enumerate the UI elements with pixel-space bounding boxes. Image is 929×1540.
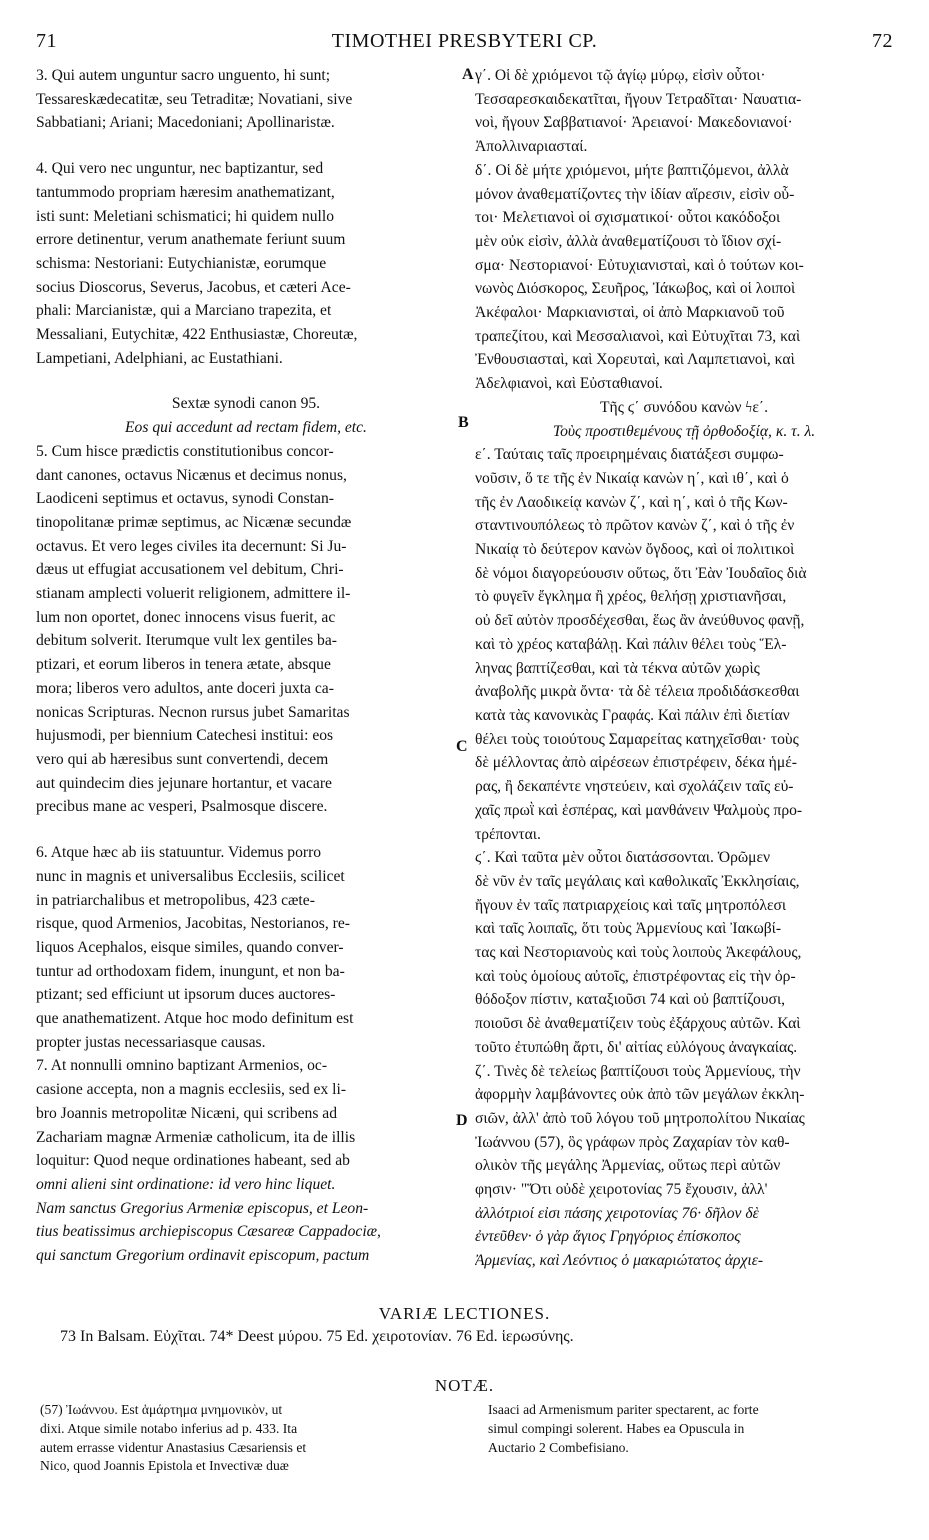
note-text-line: simul compingi solerent. Habes ea Opuscula in (488, 1420, 745, 1436)
margin-marker-d: D (456, 1112, 468, 1129)
latin-text-line: lum non oportet, donec innocens visus fuerit, ac (36, 608, 336, 626)
greek-text-line: οὐ δεῖ αὐτὸν προσδέχεσθαι, ἕως ἂν ἀνεύθυνος φανῇ, (475, 612, 805, 630)
latin-text-line: tius beatissimus archiepiscopus Cæsareæ Cappadociæ, (36, 1223, 381, 1241)
latin-text-line: omni alieni sint ordinatione: id vero hinc liquet. (36, 1175, 336, 1193)
latin-text-line: casione accepta, non a magnis ecclesiis, sed ex li- (36, 1081, 347, 1099)
greek-text-line: μὲν οὐκ εἰσὶν, ἀλλὰ ἀναθεματίζουσι τὸ ἴδιον σχί- (475, 232, 782, 250)
greek-text-line: ϛ΄. Καὶ ταῦτα μὲν οὗτοι διατάσσονται. Ὁρῶμεν (475, 849, 771, 867)
latin-text-line: in patriarchalibus et metropolibus, 423 cæte- (36, 891, 315, 909)
greek-text-line: νοὶ, ἤγουν Σαββατιανοί· Ἀρειανοί· Μακεδονιανοί· (475, 114, 793, 132)
greek-text-line: καὶ τοὺς ὁμοίους αὐτοῖς, ἐπιστρέφοντας εἰς τὴν ὀρ- (475, 967, 796, 985)
greek-text-line: Τοὺς προστιθεμένους τῇ ὀρθοδοξίᾳ, κ. τ. λ. (552, 422, 816, 440)
variae-lectiones-text: 73 In Balsam. Εὐχῖται. 74* Deest μύρου. 75 Ed. χειροτονίαν. 76 Ed. ἱερωσύνης. (60, 1328, 574, 1345)
latin-text-line: liquos Acephalos, eisque similes, quando conver- (36, 938, 344, 956)
latin-text-line: errore detinentur, verum anathemate feriunt suum (36, 231, 346, 249)
latin-text-line: Sextæ synodi canon 95. (171, 395, 321, 413)
latin-text-line: 5. Cum hisce prædictis constitutionibus concor- (36, 442, 334, 460)
latin-text-line: precibus mane ac vesperi, Psalmosque discere. (36, 798, 328, 816)
greek-text-line: μόνον ἀναθεματίζοντες τὴν ἰδίαν αἵρεσιν, εἰσὶν οὗ- (475, 185, 795, 203)
greek-text-line: τοῦτο ἐτυπώθη ἄρτι, δι' αἰτίας εὐλόγους ἀναγκαίας. (475, 1038, 798, 1056)
greek-text-line: Ἰωάννου (57), ὃς γράφων πρὸς Ζαχαρίαν τὸν καθ- (475, 1133, 790, 1151)
greek-text-line: σταντινουπόλεως τὸ πρῶτον κανὼν ζ΄, καὶ ὁ τῆς ἐν (475, 517, 795, 535)
note-text-line: Nico, quod Joannis Epistola et Invectivæ duæ (40, 1458, 289, 1474)
greek-text-line: νοῦσιν, ὅ τε τῆς ἐν Νικαίᾳ κανὼν η΄, καὶ ιθ΄, καὶ ὁ (475, 469, 789, 487)
running-header (36, 30, 893, 58)
latin-text-line: socius Dioscorus, Severus, Jacobus, et cæteri Ace- (36, 278, 351, 296)
greek-text-line: γ΄. Οἱ δὲ χριόμενοι τῷ ἁγίῳ μύρῳ, εἰσὶν οὗτοι· (475, 67, 766, 84)
notae-title: NOTÆ. (434, 1376, 495, 1395)
latin-text-line: ptizant; sed efficiunt ut ipsorum duces auctores- (36, 986, 336, 1004)
latin-text-line: loquitur: Quod neque ordinationes habeant, sed ab (36, 1152, 350, 1170)
variae-lectiones-title: VARIÆ LECTIONES. (378, 1304, 551, 1323)
greek-text-line: ζ΄. Τινὲς δὲ τελείως βαπτίζουσι τοὺς Ἀρμενίους, τὴν (475, 1062, 801, 1080)
greek-text-line: τῆς ἐν Λαοδικείᾳ κανὼν ζ΄, καὶ η΄, καὶ ὁ τῆς Κων- (475, 493, 788, 511)
greek-text-line: σμα· Νεστοριανοί· Εὐτυχιανισταὶ, καὶ ὁ τούτων κοι- (475, 256, 804, 274)
greek-text-line: ε΄. Ταύταις ταῖς προειρημέναις διατάξεσι συμφω- (475, 446, 784, 464)
greek-text-line: ποιοῦσι δὲ ἀναθεματίζειν τοὺς ἐξάρχους αὐτῶν. Καὶ (475, 1015, 801, 1033)
latin-text-line: propter justas necessariasque causas. (36, 1033, 266, 1051)
note-text-line: dixi. Atque simile notabo inferius ad p. 433. Ita (40, 1420, 298, 1436)
margin-marker-b: B (458, 414, 469, 431)
greek-text-line: Ἀρμενίας, καὶ Λεόντιος ὁ μακαριώτατος ἀρχιε- (475, 1252, 764, 1270)
greek-text-line: καὶ τὸ χρέος καταβάλῃ. Καὶ πάλιν θέλει τοὺς Ἕλ- (475, 635, 787, 653)
latin-text-line: 6. Atque hæc ab iis statuuntur. Videmus porro (36, 844, 322, 862)
latin-text-line: qui sanctum Gregorium ordinavit episcopum, pactum (36, 1247, 370, 1265)
latin-text-line: Messaliani, Eutychitæ, 422 Enthusiastæ, Choreutæ, (36, 326, 358, 344)
latin-text-line: 4. Qui vero nec unguntur, nec baptizantur, sed (36, 160, 324, 178)
latin-text-line: Eos qui accedunt ad rectam fidem, etc. (125, 419, 367, 437)
greek-text-line: ρας, ἢ δεκαπέντε νηστεύειν, καὶ σχολάζειν ταῖς εὐ- (475, 778, 794, 796)
greek-text-line: θέλει τοὺς τοιούτους Σαμαρείτας κατηχεῖσθαι· τοὺς (475, 730, 799, 748)
latin-text-line: Lampetiani, Adelphiani, ac Eustathiani. (36, 349, 283, 367)
latin-text-line: vero qui ab hæresibus sunt convertendi, decem (36, 750, 329, 768)
latin-text-line: stianam amplecti voluerit religionem, admittere il- (36, 585, 351, 603)
latin-text-line: hujusmodi, per biennium Catechesi institui: eos (36, 727, 334, 745)
greek-text-line: Ἐνθουσιασταὶ, καὶ Χορευταὶ, καὶ Λαμπετιανοὶ, καὶ (475, 351, 795, 369)
latin-text-line: Nam sanctus Gregorius Armeniæ episcopus, et Leon- (36, 1199, 369, 1217)
greek-text-line: Ἀπολλιναριασταί. (475, 138, 588, 156)
latin-text-line: ptizari, et eorum liberos in tenera ætate, absque (36, 656, 331, 674)
greek-text-line: καὶ ταῖς λοιπαῖς, ὅτι τοὺς Ἀρμενίους καὶ Ἰακωβί- (475, 920, 782, 938)
latin-text-line: Zachariam magnæ Armeniæ catholicum, ita de illis (36, 1128, 356, 1146)
latin-text-line: Sabbatiani; Ariani; Macedoniani; Apollinaristæ. (36, 114, 335, 132)
greek-text-line: Ἀδελφιανοὶ, καὶ Εὐσταθιανοί. (475, 375, 663, 393)
latin-text-line: que anathematizent. Atque hoc modo definitum est (36, 1010, 354, 1028)
latin-text-line: dant canones, octavus Nicænus et decimus nonus, (36, 466, 347, 484)
latin-text-line: dæus ut effugiat accusationem vel debitum, Chri- (36, 561, 344, 579)
greek-text-line: ἀλλότριοί εἰσι πάσης χειροτονίας 76· δῆλον δὲ (475, 1204, 759, 1222)
greek-text-line: τας καὶ Νεστοριανοὺς καὶ τοὺς λοιποὺς Ἀκεφάλους, (475, 944, 802, 962)
latin-text-line: bro Joannis metropolitæ Nicæni, qui scribens ad (36, 1104, 338, 1122)
latin-text-line (36, 135, 456, 157)
greek-text-line: Νικαίᾳ τὸ δεύτερον κανὼν ὄγδοος, καὶ οἱ πολιτικοὶ (475, 541, 795, 559)
latin-text-line: aut quindecim dies jejunare hortantur, et vacare (36, 774, 332, 792)
latin-text-line: risque, quod Armenios, Jacobitas, Nestorianos, re- (36, 915, 350, 933)
greek-text-line: ἤγουν ἐν ταῖς πατριαρχείοις καὶ ταῖς μητροπόλεσι (475, 896, 787, 914)
greek-text-line: κατὰ τὰς κανονικὰς Γραφάς. Καὶ πάλιν ἐπὶ διετίαν (475, 706, 790, 724)
greek-text-line: Τεσσαρεσκαιδεκατῖται, ἤγουν Τετραδῖται· Ναυατια- (475, 90, 802, 108)
latin-text-line: schisma: Nestoriani: Eutychianistæ, eorumque (36, 254, 327, 272)
page-number-left: 71 (36, 30, 57, 52)
latin-text-line: 7. At nonnulli omnino baptizant Armenios, oc- (36, 1057, 328, 1075)
latin-text-line: phali: Marcianistæ, qui a Marciano trapezita, et (36, 302, 332, 320)
note-text-line: autem errasse videntur Anastasius Cæsariensis et (40, 1439, 307, 1455)
greek-text-line: ἀφορμὴν λαμβάνοντες οὐκ ἀπὸ τῶν μεγάλων ἐκκλη- (475, 1086, 805, 1104)
greek-text-line: θόδοξον πίστιν, καταξιοῦσι 74 καὶ οὐ βαπτίζουσι, (475, 991, 786, 1009)
greek-text-line: δὲ νόμοι διαγορεύουσιν οὕτως, ὅτι Ἐὰν Ἰουδαῖος διὰ (475, 564, 807, 582)
greek-text-line: σιῶν, ἀλλ' ἀπὸ τοῦ λόγου τοῦ μητροπολίτου Νικαίας (475, 1109, 805, 1127)
page-number-right: 72 (872, 30, 893, 52)
notes-right-column (488, 1401, 888, 1457)
greek-text-line: νωνὸς Διόσκορος, Σευῆρος, Ἰάκωβος, καὶ οἱ λοιποὶ (475, 280, 796, 298)
margin-marker-c: C (456, 738, 468, 755)
latin-text-line: Tessareskædecatitæ, seu Tetraditæ; Novatiani, sive (36, 90, 353, 108)
greek-text-line: δὲ νῦν ἐν ταῖς μεγάλαις καὶ καθολικαῖς Ἐκκλησίαις, (475, 872, 800, 890)
greek-text-line: ολικὸν τῆς μεγάλης Ἀρμενίας, οὕτως περὶ αὐτῶν (475, 1157, 781, 1175)
note-text-line: Auctario 2 Combefisiano. (488, 1439, 629, 1455)
latin-text-line: nunc in magnis et universalibus Ecclesiis, scilicet (36, 867, 345, 885)
greek-text-line: χαῖς πρωῒ καὶ ἑσπέρας, καὶ μανθάνειν Ψαλμοὺς προ- (475, 801, 803, 819)
latin-text-line: tuntur ad orthodoxam fidem, inungunt, et non ba- (36, 962, 345, 980)
greek-text-line: τὸ φυγεῖν ἔγκλημα ἢ χρέος, θελήσῃ χριστιανῆσαι, (475, 588, 787, 606)
latin-text-line: tinopolitanæ primæ septimus, ac Nicænæ secundæ (36, 513, 352, 531)
latin-text-line (36, 370, 456, 392)
greek-text-line: τραπεζίτου, καὶ Μεσσαλιανοὶ, καὶ Εὐτυχῖται 73, καὶ (475, 327, 801, 345)
latin-column (36, 64, 456, 1268)
latin-text-line: mora; liberos vero adultos, ante doceri juxta ca- (36, 679, 334, 697)
latin-text-line: debitum solverit. Iterumque vult lex gentiles ba- (36, 632, 337, 650)
latin-text-line (36, 819, 456, 841)
greek-column (475, 64, 893, 1273)
greek-text-line: ἀναβολῆς μικρὰ ὄντα· τὰ δὲ τέλεια προδιδάσκεσθαι (475, 683, 800, 701)
running-title: TIMOTHEI PRESBYTERI CP. (331, 30, 598, 52)
latin-text-line: Laodiceni septimus et octavus, synodi Constan- (36, 490, 334, 508)
latin-text-line: 3. Qui autem unguntur sacro unguento, hi sunt; (36, 67, 331, 84)
note-text-line: (57) Ἰωάννου. Est ἁμάρτημα μνημονικὸν, ut (40, 1402, 283, 1417)
greek-text-line: δ΄. Οἱ δὲ μήτε χριόμενοι, μήτε βαπτιζόμενοι, ἀλλὰ (475, 161, 789, 179)
greek-text-line: τρέπονται. (475, 825, 541, 843)
latin-text-line: isti sunt: Meletiani schismatici; hi quidem nullo (36, 207, 334, 225)
notes-left-column (40, 1401, 450, 1476)
latin-text-line: tantummodo propriam hæresim anathematizant, (36, 183, 335, 201)
latin-text-line: nonicas Scripturas. Necnon rursus jubet Samaritas (36, 703, 350, 721)
greek-text-line: τοι· Μελετιανοὶ οἱ σχισματικοί· οὗτοι κακόδοξοι (475, 209, 781, 227)
latin-text-line: octavus. Et vero leges civiles ita decernunt: Si Ju- (36, 537, 347, 555)
greek-text-line: ἐντεῦθεν· ὁ γὰρ ἅγιος Γρηγόριος ἐπίσκοπος (475, 1228, 741, 1246)
greek-text-line: φησιν· "Ὅτι οὐδὲ χειροτονίας 75 ἔχουσιν, ἀλλ' (475, 1181, 768, 1199)
greek-text-line: Τῆς ϛ΄ συνόδου κανὼν ϟε΄. (600, 398, 768, 416)
margin-marker-a: A (462, 66, 474, 83)
note-text-line: Isaaci ad Armenismum pariter spectarent, ac forte (488, 1402, 759, 1417)
greek-text-line: Ἀκέφαλοι· Μαρκιανισταὶ, οἱ ἀπὸ Μαρκιανοῦ τοῦ (475, 304, 785, 322)
greek-text-line: ληνας βαπτίζεσθαι, καὶ τὰ τέκνα αὐτῶν χωρὶς (475, 659, 760, 677)
greek-text-line: δὲ μέλλοντας ἀπὸ αἱρέσεων ἐπιστρέφειν, δέκα ἡμέ- (475, 754, 797, 772)
